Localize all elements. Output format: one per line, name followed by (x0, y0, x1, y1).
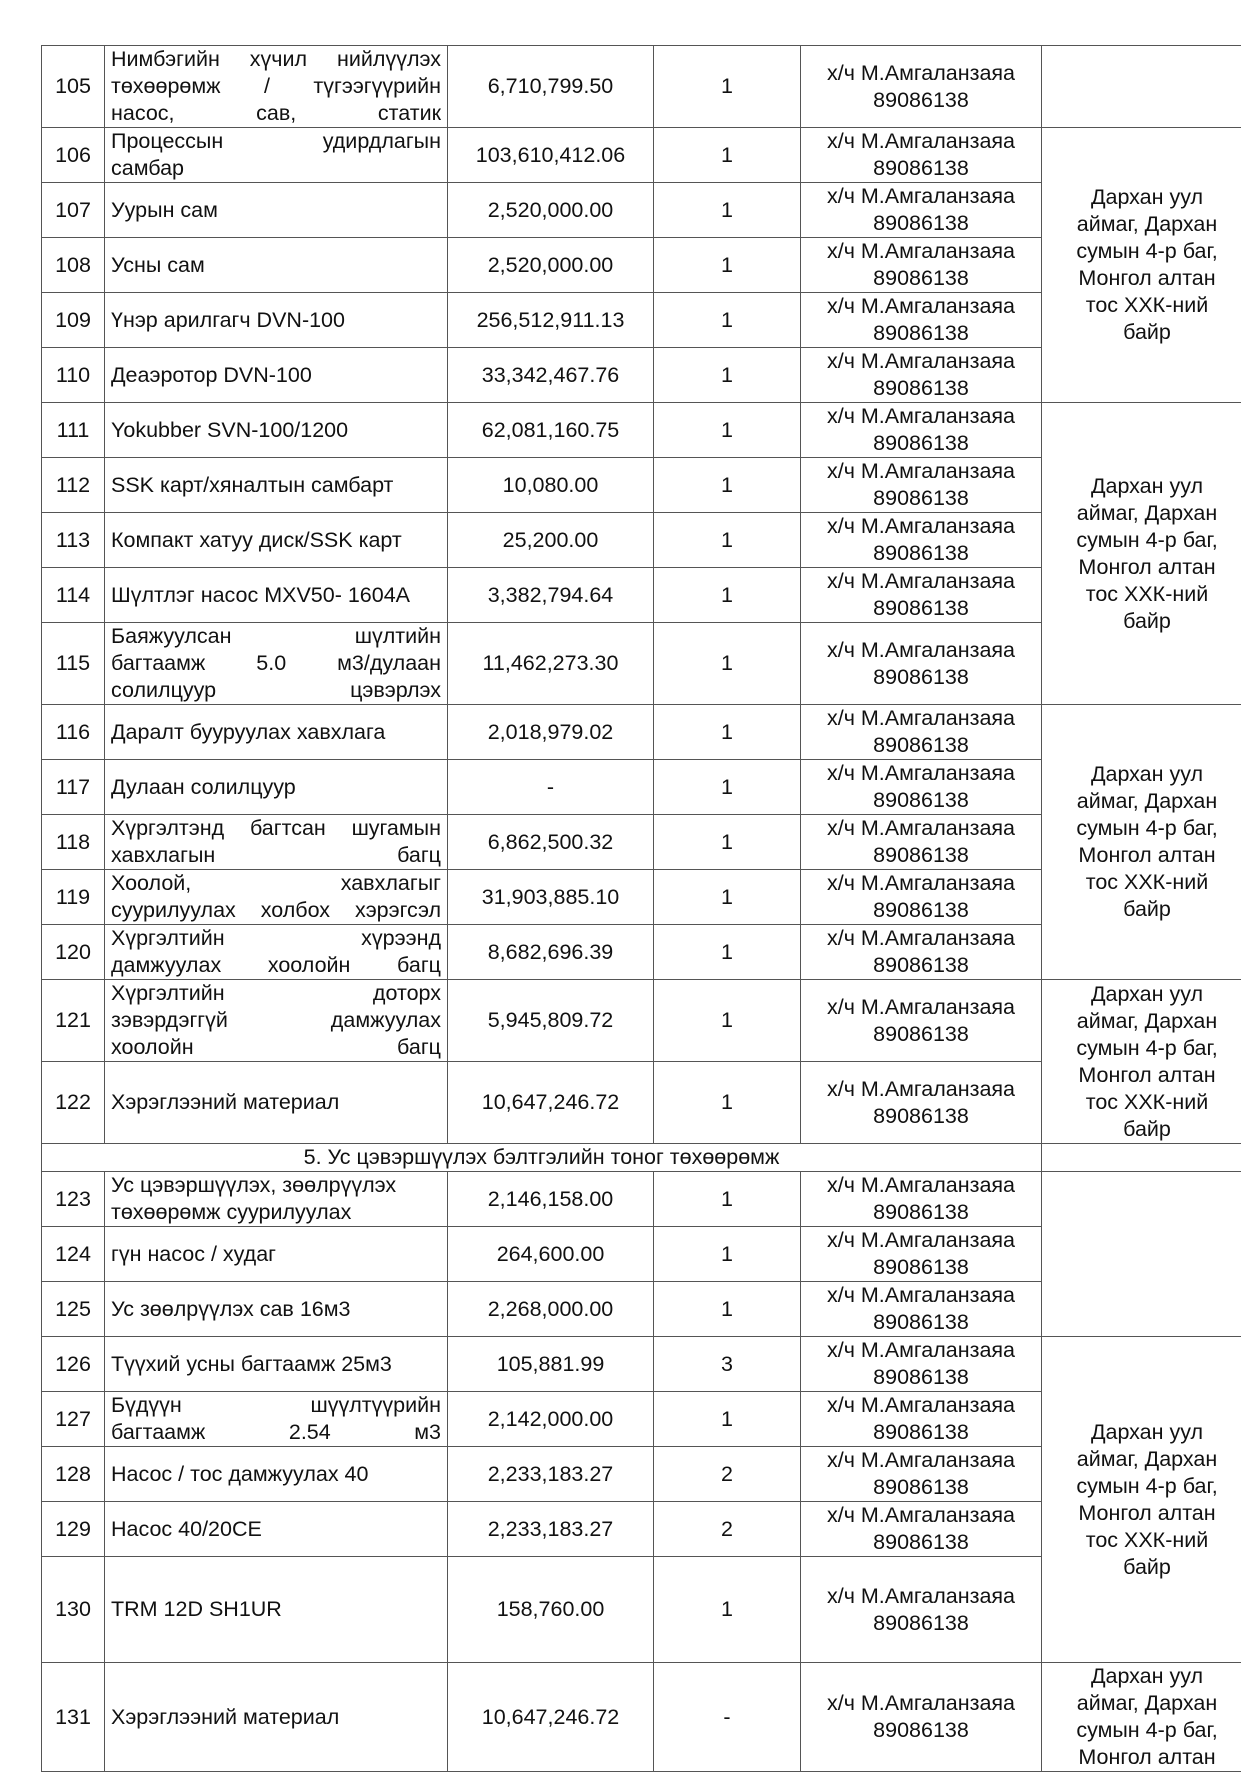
responsible-contact (801, 1172, 1042, 1227)
contact-name: х/ч М.Амгаланзаяа (807, 925, 1035, 952)
item-quantity: 1 (654, 293, 801, 348)
item-name-line: солилцуур цэвэрлэх (111, 677, 441, 704)
contact-phone: 89086138 (807, 897, 1035, 924)
contact-name: х/ч М.Амгаланзаяа (807, 513, 1035, 540)
contact-name: х/ч М.Амгаланзаяа (807, 1337, 1035, 1364)
item-name-line: Насос / тос дамжуулах 40 (111, 1462, 368, 1486)
item-price: 11,462,273.30 (448, 623, 654, 705)
location-line: Дархан уул (1048, 184, 1241, 211)
item-name-line: Бүдүүн шүүлтүүрийн (111, 1392, 441, 1419)
item-name-line: Ус зөөлрүүлэх сав 16м3 (111, 1297, 350, 1321)
row-number: 131 (42, 1663, 105, 1772)
item-name-line: багтаамж 2.54 м3 (111, 1419, 441, 1446)
location-line: сумын 4-р баг, (1048, 1717, 1241, 1744)
item-name (105, 1172, 448, 1227)
section-header-row (42, 1144, 1241, 1172)
responsible-contact (801, 760, 1042, 815)
table-row (42, 1663, 1241, 1772)
item-name-line: Түүхий усны багтаамж 25м3 (111, 1352, 392, 1376)
responsible-contact (801, 1447, 1042, 1502)
item-quantity: 1 (654, 1062, 801, 1144)
contact-name: х/ч М.Амгаланзаяа (807, 458, 1035, 485)
equipment-table (41, 45, 1241, 1772)
responsible-contact (801, 128, 1042, 183)
table-row (42, 705, 1241, 760)
item-name (105, 46, 448, 128)
table-row (42, 1337, 1241, 1392)
item-price: 31,903,885.10 (448, 870, 654, 925)
item-name-line: Хэрэглээний материал (111, 1705, 339, 1729)
contact-phone: 89086138 (807, 1103, 1035, 1130)
item-quantity: 2 (654, 1502, 801, 1557)
responsible-contact (801, 513, 1042, 568)
contact-phone: 89086138 (807, 1199, 1035, 1226)
item-name (105, 870, 448, 925)
item-quantity: 1 (654, 870, 801, 925)
responsible-contact (801, 705, 1042, 760)
item-name (105, 513, 448, 568)
location-line: байр (1048, 319, 1241, 346)
item-quantity: 1 (654, 1172, 801, 1227)
item-price: 2,142,000.00 (448, 1392, 654, 1447)
item-name-line: зэвэрдэггүй дамжуулах (111, 1007, 441, 1034)
location-line: тос ХХК-ний (1048, 581, 1241, 608)
item-quantity: 1 (654, 513, 801, 568)
contact-phone: 89086138 (807, 1717, 1035, 1744)
location-line: аймаг, Дархан (1048, 1008, 1241, 1035)
location-line: Дархан уул (1048, 761, 1241, 788)
item-name-line: Процессын удирдлагын (111, 128, 441, 155)
item-name (105, 1663, 448, 1772)
contact-name: х/ч М.Амгаланзаяа (807, 1172, 1035, 1199)
row-number: 127 (42, 1392, 105, 1447)
location-line: тос ХХК-ний (1048, 1527, 1241, 1554)
item-name-line: Шүлтлэг насос MXV50- 1604A (111, 583, 410, 607)
item-quantity: 1 (654, 760, 801, 815)
item-quantity: 1 (654, 348, 801, 403)
item-price: 2,233,183.27 (448, 1447, 654, 1502)
item-price: 2,520,000.00 (448, 183, 654, 238)
row-number: 130 (42, 1557, 105, 1663)
item-name (105, 623, 448, 705)
contact-name: х/ч М.Амгаланзаяа (807, 1583, 1035, 1610)
contact-phone: 89086138 (807, 1474, 1035, 1501)
item-name (105, 980, 448, 1062)
item-price: 3,382,794.64 (448, 568, 654, 623)
row-number: 119 (42, 870, 105, 925)
responsible-contact (801, 980, 1042, 1062)
item-name (105, 1447, 448, 1502)
contact-phone: 89086138 (807, 595, 1035, 622)
item-price: 103,610,412.06 (448, 128, 654, 183)
row-number: 120 (42, 925, 105, 980)
contact-name: х/ч М.Амгаланзаяа (807, 128, 1035, 155)
location-cell (1042, 1337, 1241, 1663)
item-name-line: Компакт хатуу диск/SSK карт (111, 528, 402, 552)
contact-name: х/ч М.Амгаланзаяа (807, 637, 1035, 664)
item-name-line: гүн насос / худаг (111, 1242, 276, 1266)
item-name (105, 815, 448, 870)
responsible-contact (801, 403, 1042, 458)
location-line: байр (1048, 1116, 1241, 1143)
row-number: 106 (42, 128, 105, 183)
location-cell (1042, 705, 1241, 980)
location-line: Монгол алтан (1048, 1500, 1241, 1527)
location-line: Дархан уул (1048, 1419, 1241, 1446)
contact-name: х/ч М.Амгаланзаяа (807, 1502, 1035, 1529)
item-price: 62,081,160.75 (448, 403, 654, 458)
responsible-contact (801, 1663, 1042, 1772)
contact-phone: 89086138 (807, 664, 1035, 691)
row-number: 113 (42, 513, 105, 568)
item-name-line: төхөөрөмж / түгээгүүрийн (111, 73, 441, 100)
item-price: 2,520,000.00 (448, 238, 654, 293)
item-price: 2,018,979.02 (448, 705, 654, 760)
contact-phone: 89086138 (807, 375, 1035, 402)
location-line: сумын 4-р баг, (1048, 1035, 1241, 1062)
item-name-line: Даралт бууруулах хавхлага (111, 720, 385, 744)
location-line: байр (1048, 1554, 1241, 1581)
contact-name: х/ч М.Амгаланзаяа (807, 994, 1035, 1021)
table-row (42, 128, 1241, 183)
responsible-contact (801, 183, 1042, 238)
item-name-line: Хэрэглээний материал (111, 1090, 339, 1114)
row-number: 117 (42, 760, 105, 815)
responsible-contact (801, 1282, 1042, 1337)
contact-name: х/ч М.Амгаланзаяа (807, 293, 1035, 320)
responsible-contact (801, 46, 1042, 128)
responsible-contact (801, 925, 1042, 980)
row-number: 111 (42, 403, 105, 458)
contact-name: х/ч М.Амгаланзаяа (807, 705, 1035, 732)
responsible-contact (801, 1337, 1042, 1392)
contact-name: х/ч М.Амгаланзаяа (807, 238, 1035, 265)
item-quantity: 1 (654, 458, 801, 513)
location-line: Дархан уул (1048, 473, 1241, 500)
table-row (42, 403, 1241, 458)
contact-name: х/ч М.Амгаланзаяа (807, 568, 1035, 595)
item-name (105, 348, 448, 403)
item-name (105, 1227, 448, 1282)
item-price: 10,647,246.72 (448, 1663, 654, 1772)
item-price: 6,862,500.32 (448, 815, 654, 870)
location-line: сумын 4-р баг, (1048, 238, 1241, 265)
location-line: тос ХХК-ний (1048, 1089, 1241, 1116)
row-number: 108 (42, 238, 105, 293)
location-line: аймаг, Дархан (1048, 211, 1241, 238)
responsible-contact (801, 1392, 1042, 1447)
location-line: сумын 4-р баг, (1048, 527, 1241, 554)
empty-location-cell (1042, 1144, 1241, 1172)
item-price: 25,200.00 (448, 513, 654, 568)
contact-phone: 89086138 (807, 1021, 1035, 1048)
row-number: 118 (42, 815, 105, 870)
item-quantity: 1 (654, 46, 801, 128)
item-quantity: 1 (654, 705, 801, 760)
contact-phone: 89086138 (807, 1309, 1035, 1336)
item-name-line: Усны сам (111, 253, 205, 277)
responsible-contact (801, 1062, 1042, 1144)
location-line: аймаг, Дархан (1048, 1690, 1241, 1717)
contact-name: х/ч М.Амгаланзаяа (807, 1076, 1035, 1103)
location-cell (1042, 980, 1241, 1144)
item-name (105, 1502, 448, 1557)
item-name (105, 183, 448, 238)
item-price: 8,682,696.39 (448, 925, 654, 980)
item-name (105, 925, 448, 980)
item-name (105, 1392, 448, 1447)
row-number: 114 (42, 568, 105, 623)
item-quantity: 1 (654, 925, 801, 980)
item-name (105, 458, 448, 513)
item-quantity: - (654, 1663, 801, 1772)
contact-phone: 89086138 (807, 1419, 1035, 1446)
table-row (42, 980, 1241, 1062)
location-line: аймаг, Дархан (1048, 788, 1241, 815)
item-price: 2,146,158.00 (448, 1172, 654, 1227)
item-quantity: 1 (654, 815, 801, 870)
contact-name: х/ч М.Амгаланзаяа (807, 870, 1035, 897)
item-name-line: SSK карт/хяналтын самбарт (111, 473, 393, 497)
row-number: 124 (42, 1227, 105, 1282)
row-number: 107 (42, 183, 105, 238)
item-price: 105,881.99 (448, 1337, 654, 1392)
item-name-line: Хоолой, хавхлагыг (111, 870, 441, 897)
item-quantity: 1 (654, 1282, 801, 1337)
row-number: 109 (42, 293, 105, 348)
contact-phone: 89086138 (807, 210, 1035, 237)
item-name (105, 128, 448, 183)
item-quantity: 1 (654, 1392, 801, 1447)
equipment-table-body (42, 46, 1241, 1772)
item-name (105, 1337, 448, 1392)
contact-name: х/ч М.Амгаланзаяа (807, 815, 1035, 842)
row-number: 115 (42, 623, 105, 705)
contact-phone: 89086138 (807, 155, 1035, 182)
contact-phone: 89086138 (807, 1254, 1035, 1281)
item-price: 33,342,467.76 (448, 348, 654, 403)
empty-location-cell (1042, 1172, 1241, 1337)
item-name-line: Баяжуулсан шүлтийн (111, 623, 441, 650)
contact-phone: 89086138 (807, 540, 1035, 567)
item-name-line: дамжуулах хоолойн багц (111, 952, 441, 979)
item-quantity: 1 (654, 183, 801, 238)
contact-phone: 89086138 (807, 787, 1035, 814)
location-line: Монгол алтан (1048, 842, 1241, 869)
row-number: 126 (42, 1337, 105, 1392)
responsible-contact (801, 1502, 1042, 1557)
responsible-contact (801, 815, 1042, 870)
item-name-line: Хүргэлтэнд багтсан шугамын (111, 815, 441, 842)
item-name-line: Хүргэлтийн доторх (111, 980, 441, 1007)
item-name-line: суурилуулах холбох хэрэгсэл (111, 897, 441, 924)
item-name-line: насос, сав, статик (111, 100, 441, 127)
contact-phone: 89086138 (807, 265, 1035, 292)
item-price: - (448, 760, 654, 815)
item-name-line: Yokubber SVN-100/1200 (111, 418, 348, 442)
contact-name: х/ч М.Амгаланзаяа (807, 60, 1035, 87)
row-number: 122 (42, 1062, 105, 1144)
contact-phone: 89086138 (807, 732, 1035, 759)
item-quantity: 3 (654, 1337, 801, 1392)
item-name-line: Дулаан солилцуур (111, 775, 296, 799)
location-line: Монгол алтан (1048, 554, 1241, 581)
responsible-contact (801, 348, 1042, 403)
location-line: Монгол алтан (1048, 1744, 1241, 1771)
contact-name: х/ч М.Амгаланзаяа (807, 348, 1035, 375)
location-line: тос ХХК-ний (1048, 292, 1241, 319)
row-number: 105 (42, 46, 105, 128)
location-line: сумын 4-р баг, (1048, 815, 1241, 842)
item-price: 10,647,246.72 (448, 1062, 654, 1144)
responsible-contact (801, 623, 1042, 705)
contact-name: х/ч М.Амгаланзаяа (807, 1447, 1035, 1474)
location-line: Дархан уул (1048, 981, 1241, 1008)
item-name (105, 568, 448, 623)
responsible-contact (801, 1557, 1042, 1663)
item-price: 2,233,183.27 (448, 1502, 654, 1557)
table-row (42, 1172, 1241, 1227)
item-quantity: 1 (654, 403, 801, 458)
item-quantity: 1 (654, 623, 801, 705)
section-title: 5. Ус цэвэршүүлэх бэлтгэлийн тоног төхөөрөмж (42, 1144, 1042, 1172)
item-name (105, 705, 448, 760)
row-number: 116 (42, 705, 105, 760)
item-name-line: Нимбэгийн хүчил нийлүүлэх (111, 46, 441, 73)
responsible-contact (801, 568, 1042, 623)
item-name-line: Насос 40/20CE (111, 1517, 262, 1541)
location-cell (1042, 403, 1241, 705)
contact-phone: 89086138 (807, 430, 1035, 457)
item-name-line: Хүргэлтийн хүрээнд (111, 925, 441, 952)
item-price: 10,080.00 (448, 458, 654, 513)
location-line: аймаг, Дархан (1048, 500, 1241, 527)
item-quantity: 1 (654, 238, 801, 293)
item-quantity: 1 (654, 568, 801, 623)
contact-phone: 89086138 (807, 1610, 1035, 1637)
location-line: аймаг, Дархан (1048, 1446, 1241, 1473)
item-name (105, 1557, 448, 1663)
item-price: 2,268,000.00 (448, 1282, 654, 1337)
contact-phone: 89086138 (807, 320, 1035, 347)
item-quantity: 2 (654, 1447, 801, 1502)
item-name-line: багтаамж 5.0 м3/дулаан (111, 650, 441, 677)
contact-name: х/ч М.Амгаланзаяа (807, 1282, 1035, 1309)
row-number: 129 (42, 1502, 105, 1557)
responsible-contact (801, 870, 1042, 925)
contact-phone: 89086138 (807, 842, 1035, 869)
item-name-line: TRM 12D SH1UR (111, 1597, 282, 1621)
location-line: Дархан уул (1048, 1663, 1241, 1690)
location-cell (1042, 128, 1241, 403)
item-name-line: Ус цэвэршүүлэх, зөөлрүүлэх (111, 1173, 396, 1197)
contact-name: х/ч М.Амгаланзаяа (807, 183, 1035, 210)
item-name-line: хавхлагын багц (111, 842, 441, 869)
location-line: Монгол алтан (1048, 1062, 1241, 1089)
item-price: 256,512,911.13 (448, 293, 654, 348)
row-number: 128 (42, 1447, 105, 1502)
item-name (105, 1062, 448, 1144)
row-number: 125 (42, 1282, 105, 1337)
row-number: 123 (42, 1172, 105, 1227)
contact-name: х/ч М.Амгаланзаяа (807, 1392, 1035, 1419)
responsible-contact (801, 458, 1042, 513)
item-name (105, 760, 448, 815)
item-price: 5,945,809.72 (448, 980, 654, 1062)
item-quantity: 1 (654, 980, 801, 1062)
location-line: тос ХХК-ний (1048, 869, 1241, 896)
item-price: 158,760.00 (448, 1557, 654, 1663)
item-price: 6,710,799.50 (448, 46, 654, 128)
item-name-line: төхөөрөмж суурилуулах (111, 1200, 351, 1224)
responsible-contact (801, 238, 1042, 293)
contact-phone: 89086138 (807, 485, 1035, 512)
item-name-line: хоолойн багц (111, 1034, 441, 1061)
item-quantity: 1 (654, 1557, 801, 1663)
empty-location-cell (1042, 46, 1241, 128)
contact-phone: 89086138 (807, 952, 1035, 979)
item-name (105, 293, 448, 348)
item-name-line: Деаэротор DVN-100 (111, 363, 312, 387)
item-price: 264,600.00 (448, 1227, 654, 1282)
contact-phone: 89086138 (807, 87, 1035, 114)
location-line: Монгол алтан (1048, 265, 1241, 292)
contact-name: х/ч М.Амгаланзаяа (807, 1690, 1035, 1717)
row-number: 112 (42, 458, 105, 513)
row-number: 110 (42, 348, 105, 403)
item-name (105, 1282, 448, 1337)
item-name-line: самбар (111, 155, 441, 182)
contact-name: х/ч М.Амгаланзаяа (807, 403, 1035, 430)
contact-phone: 89086138 (807, 1529, 1035, 1556)
item-name-line: Уурын сам (111, 198, 218, 222)
location-line: байр (1048, 608, 1241, 635)
item-name (105, 238, 448, 293)
item-quantity: 1 (654, 128, 801, 183)
responsible-contact (801, 293, 1042, 348)
row-number: 121 (42, 980, 105, 1062)
location-line: сумын 4-р баг, (1048, 1473, 1241, 1500)
contact-name: х/ч М.Амгаланзаяа (807, 1227, 1035, 1254)
location-line: байр (1048, 896, 1241, 923)
responsible-contact (801, 1227, 1042, 1282)
table-row (42, 46, 1241, 128)
location-cell (1042, 1663, 1241, 1772)
contact-phone: 89086138 (807, 1364, 1035, 1391)
item-name-line: Үнэр арилгагч DVN-100 (111, 308, 345, 332)
contact-name: х/ч М.Амгаланзаяа (807, 760, 1035, 787)
item-quantity: 1 (654, 1227, 801, 1282)
item-name (105, 403, 448, 458)
